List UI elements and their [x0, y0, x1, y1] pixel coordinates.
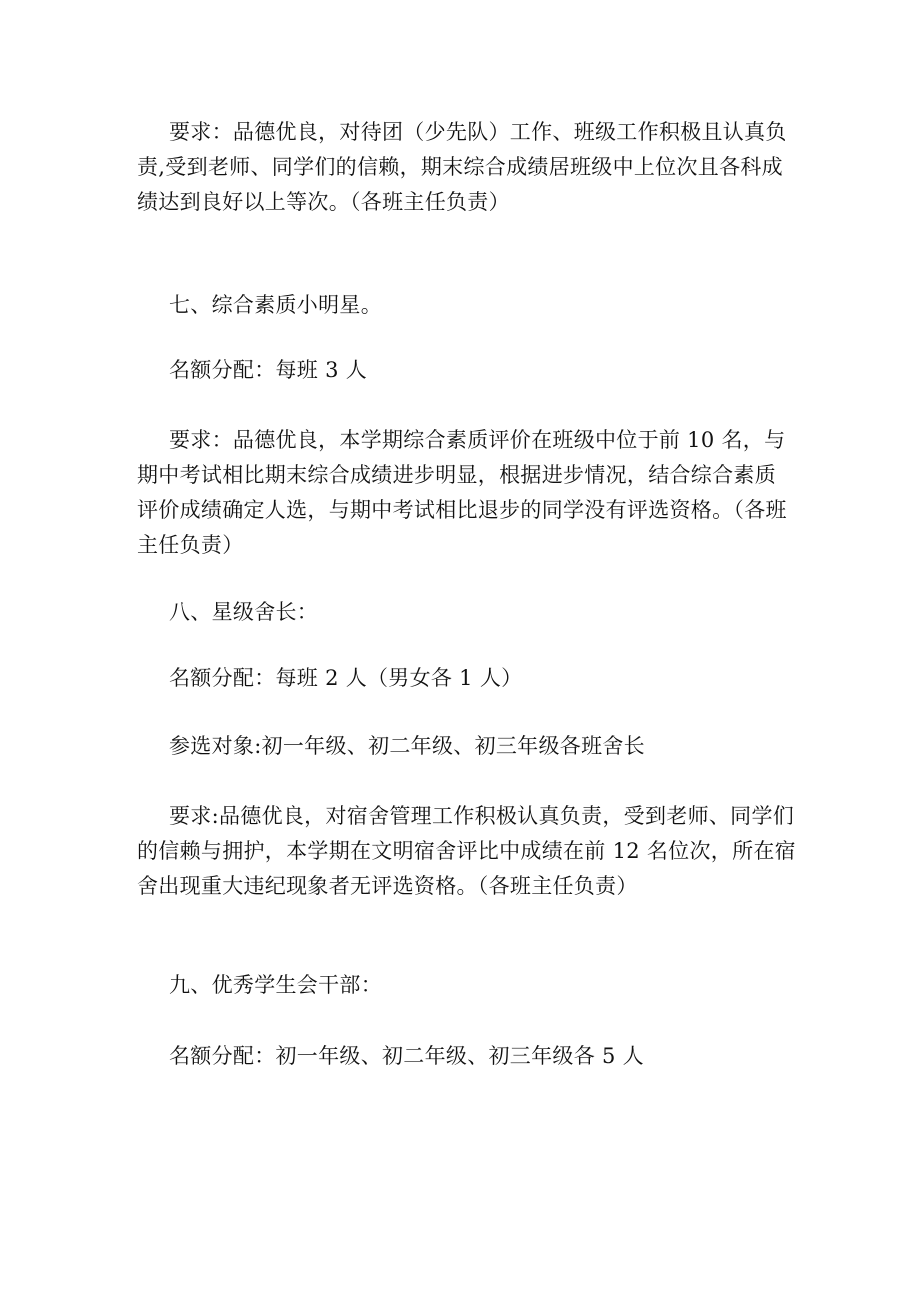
section-heading-8: 八、星级舍长：: [169, 600, 319, 624]
eligibility-paragraph-8: 参选对象:初一年级、初二年级、初三年级各班舍长: [169, 734, 645, 758]
requirement-paragraph-7: 要求：品德优良，本学期综合素质评价在班级中位于前 10 名，与期中考试相比期末综合成绩进步明显，根据进步情况，结合综合素质评价成绩确定人选，与期中考试相比退步的同学没有评选资格。（各班主任负责）: [137, 428, 787, 557]
quota-paragraph-8: 名额分配：每班 2 人（男女各 1 人）: [169, 666, 523, 690]
requirement-paragraph-1: 要求：品德优良，对待团（少先队）工作、班级工作积极且认真负责,受到老师、同学们的信赖，期末综合成绩居班级中上位次且各科成绩达到良好以上等次。（各班主任负责）: [137, 120, 787, 214]
section-heading-7: 七、综合素质小明星。: [169, 293, 382, 317]
section-heading-9: 九、优秀学生会干部：: [169, 973, 382, 997]
quota-paragraph-7: 名额分配：每班 3 人: [169, 358, 368, 382]
quota-paragraph-9: 名额分配：初一年级、初二年级、初三年级各 5 人: [169, 1044, 644, 1068]
requirement-paragraph-8: 要求:品德优良，对宿舍管理工作积极认真负责，受到老师、同学们的信赖与拥护，本学期在文明宿舍评比中成绩在前 12 名位次，所在宿舍出现重大违纪现象者无评选资格。（各班主任负责）: [137, 804, 796, 898]
